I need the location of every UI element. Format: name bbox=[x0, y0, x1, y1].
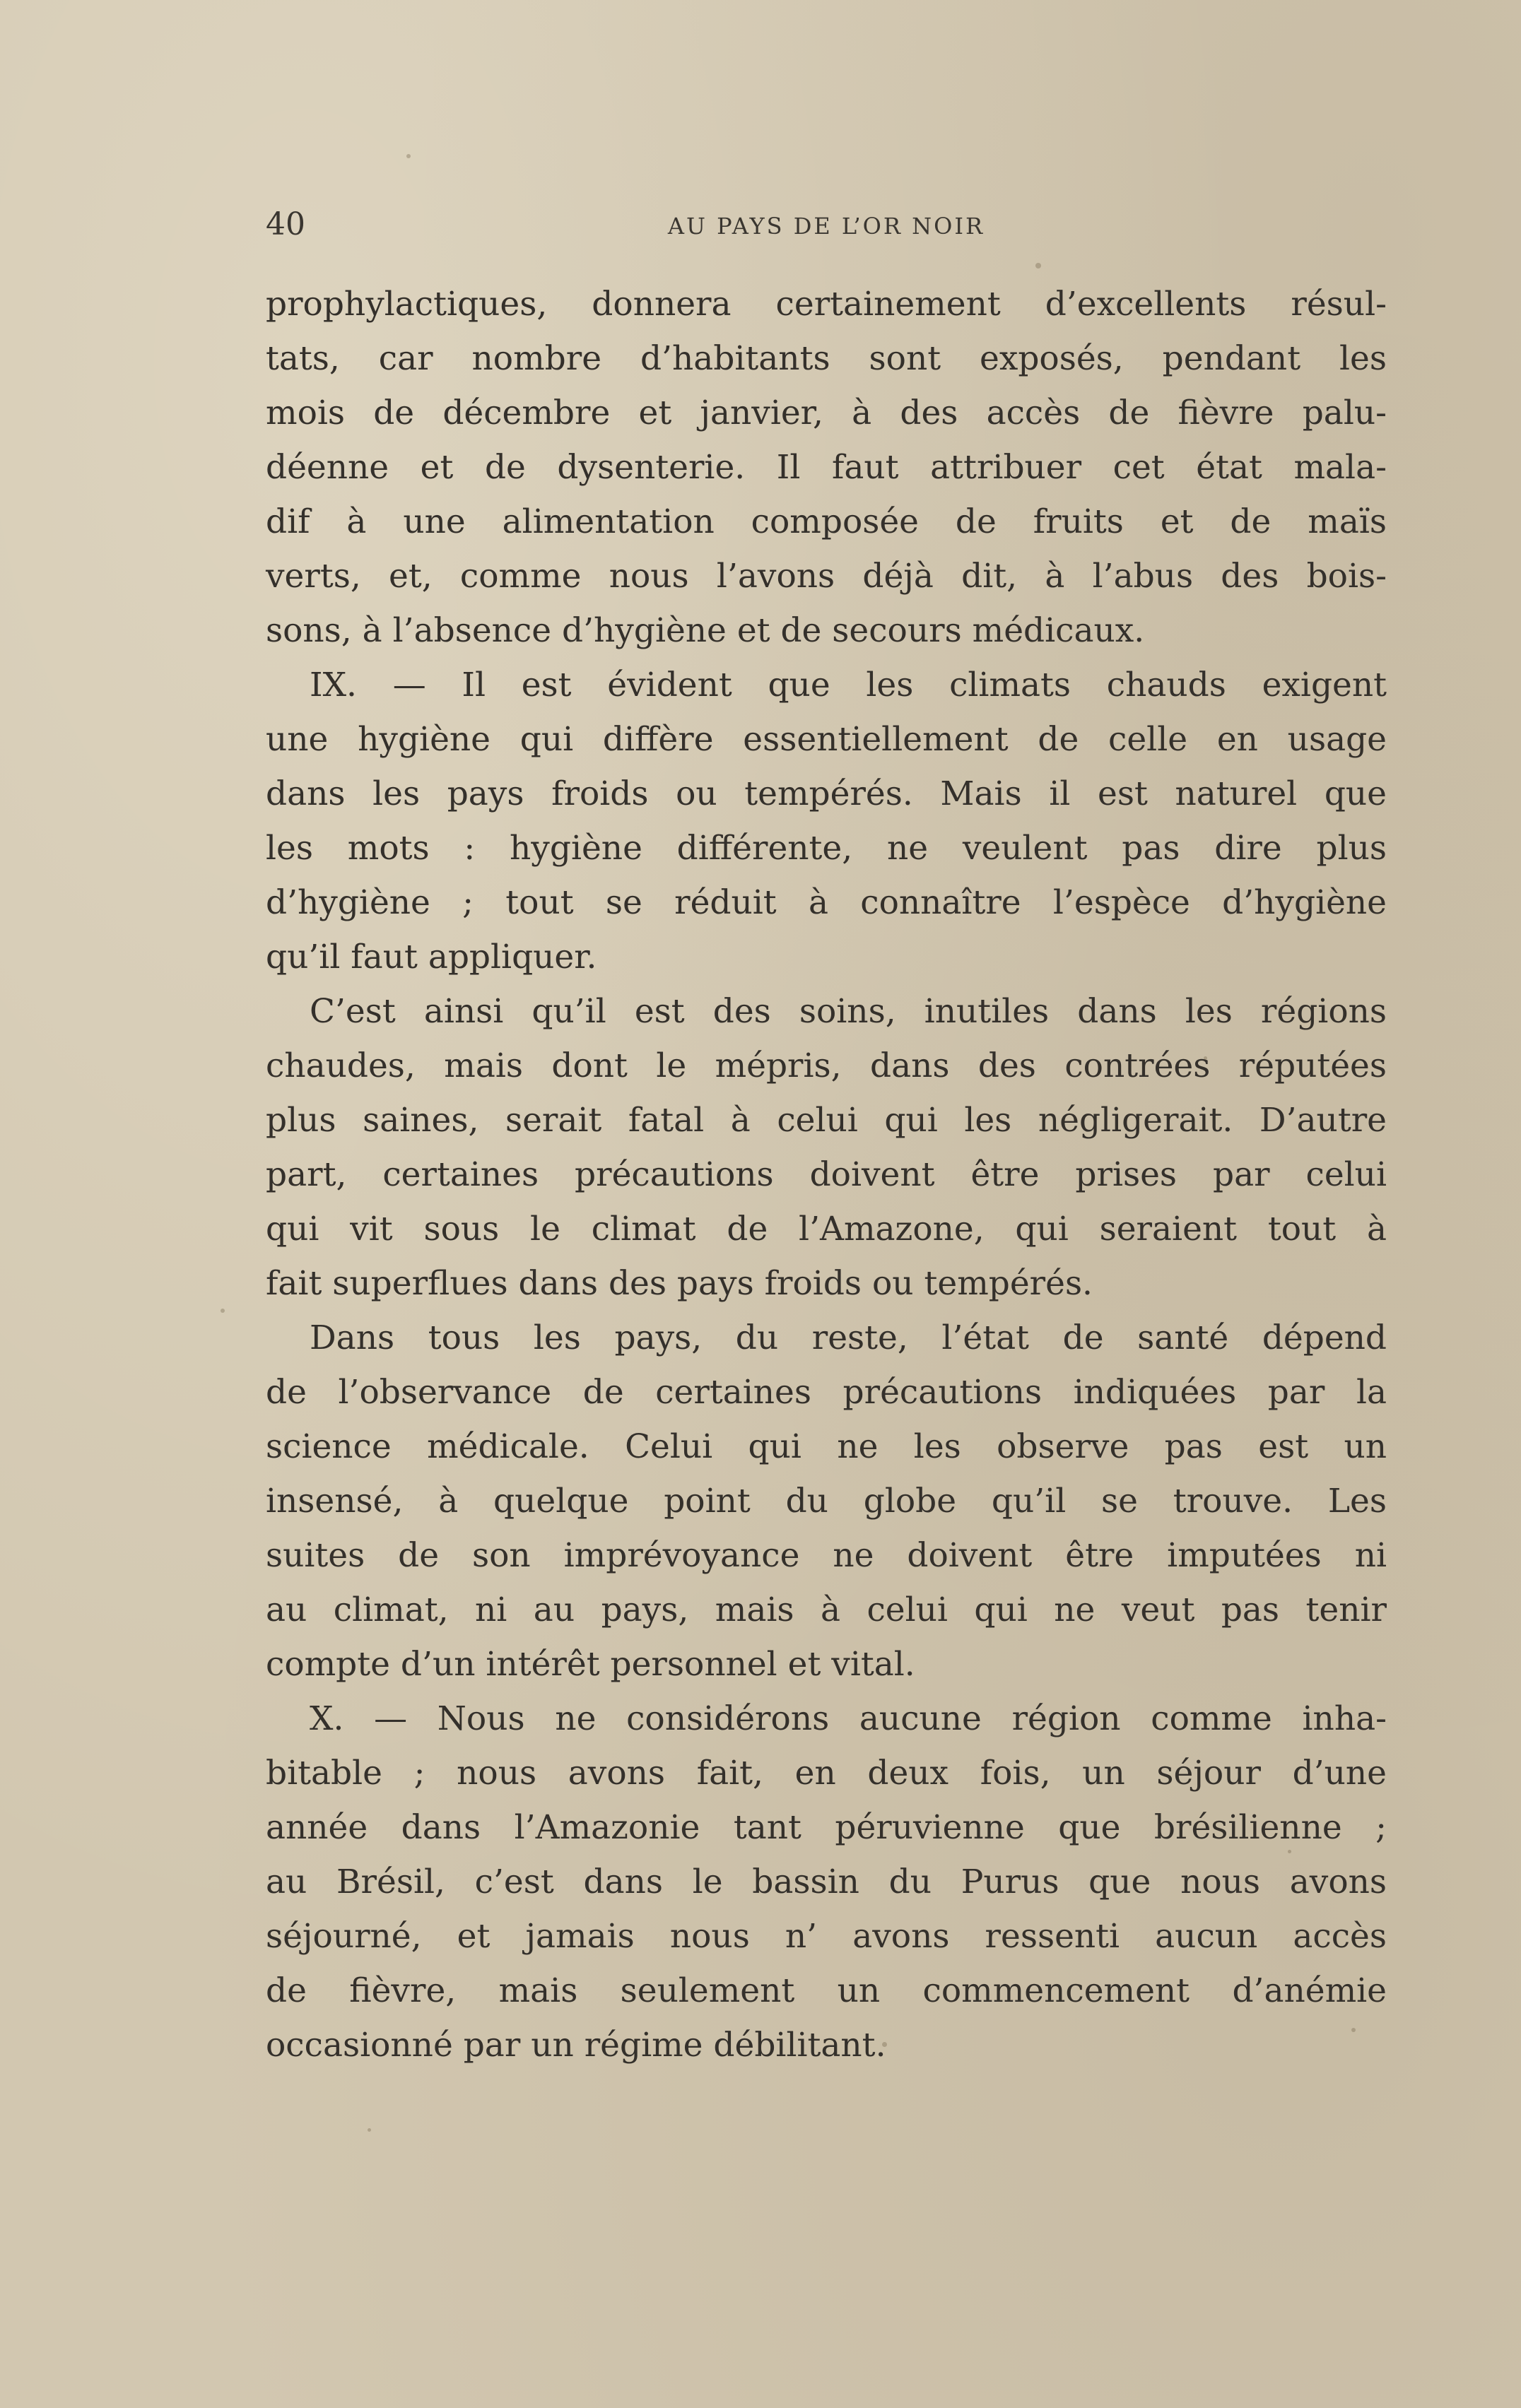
text-line: occasionné par un régime débilitant. bbox=[266, 2026, 886, 2065]
text-line: IX. — Il est évident que les climats chauds exigent bbox=[310, 666, 1387, 704]
text-line: dans les pays froids ou tempérés. Mais il est naturel que bbox=[266, 774, 1387, 813]
page-number: 40 bbox=[266, 206, 305, 242]
text-line: fait superflues dans des pays froids ou tempérés. bbox=[266, 1264, 1093, 1303]
paper-speck bbox=[1035, 263, 1041, 268]
text-line: compte d’un intérêt personnel et vital. bbox=[266, 1645, 915, 1684]
text-line: prophylactiques, donnera certainement d’excellents résul- bbox=[266, 285, 1387, 324]
text-line: Dans tous les pays, du reste, l’état de santé dépend bbox=[310, 1318, 1387, 1357]
text-line: séjourné, et jamais nous n’ avons ressenti aucun accès bbox=[266, 1917, 1387, 1956]
text-line: tats, car nombre d’habitants sont exposés, pendant les bbox=[266, 339, 1387, 378]
text-line: science médicale. Celui qui ne les observe pas est un bbox=[266, 1427, 1387, 1466]
page-header bbox=[266, 203, 1387, 246]
text-line: sons, à l’absence d’hygiène et de secours médicaux. bbox=[266, 611, 1145, 650]
text-line: mois de décembre et janvier, à des accès de fièvre palu- bbox=[266, 394, 1387, 432]
text-line: les mots : hygiène différente, ne veulent pas dire plus bbox=[266, 829, 1387, 868]
text-line: qui vit sous le climat de l’Amazone, qui seraient tout à bbox=[266, 1210, 1387, 1249]
text-line: au Brésil, c’est dans le bassin du Purus que nous avons bbox=[266, 1863, 1387, 1901]
paper-speck bbox=[406, 154, 411, 158]
text-line: verts, et, comme nous l’avons déjà dit, à l’abus des bois- bbox=[266, 557, 1387, 596]
text-line: part, certaines précautions doivent être prises par celui bbox=[266, 1155, 1387, 1194]
text-line: qu’il faut appliquer. bbox=[266, 938, 597, 976]
paper-speck bbox=[368, 2128, 371, 2132]
text-line: suites de son imprévoyance ne doivent être imputées ni bbox=[266, 1536, 1387, 1575]
text-line: bitable ; nous avons fait, en deux fois, un séjour d’une bbox=[266, 1754, 1387, 1793]
paper-speck bbox=[221, 1309, 225, 1313]
text-line: au climat, ni au pays, mais à celui qui ne veut pas tenir bbox=[266, 1590, 1387, 1629]
body-text bbox=[266, 277, 1387, 2072]
text-line: plus saines, serait fatal à celui qui les négligerait. D’autre bbox=[266, 1101, 1387, 1140]
text-line: année dans l’Amazonie tant péruvienne que brésilienne ; bbox=[266, 1808, 1387, 1847]
text-line: insensé, à quelque point du globe qu’il se trouve. Les bbox=[266, 1482, 1387, 1521]
text-line: de l’observance de certaines précautions indiquées par la bbox=[266, 1373, 1387, 1412]
text-line: C’est ainsi qu’il est des soins, inutiles dans les régions bbox=[310, 992, 1387, 1031]
text-line: d’hygiène ; tout se réduit à connaître l’espèce d’hygiène bbox=[266, 883, 1387, 922]
running-title: AU PAYS DE L’OR NOIR bbox=[667, 213, 985, 240]
text-line: X. — Nous ne considérons aucune région comme inha- bbox=[310, 1699, 1387, 1738]
text-line: de fièvre, mais seulement un commencement d’anémie bbox=[266, 1971, 1387, 2010]
text-line: une hygiène qui diffère essentiellement de celle en usage bbox=[266, 720, 1387, 759]
text-line: chaudes, mais dont le mépris, dans des contrées réputées bbox=[266, 1046, 1387, 1085]
text-line: dif à une alimentation composée de fruits et de maïs bbox=[266, 502, 1387, 541]
text-line: déenne et de dysenterie. Il faut attribuer cet état mala- bbox=[266, 448, 1387, 487]
